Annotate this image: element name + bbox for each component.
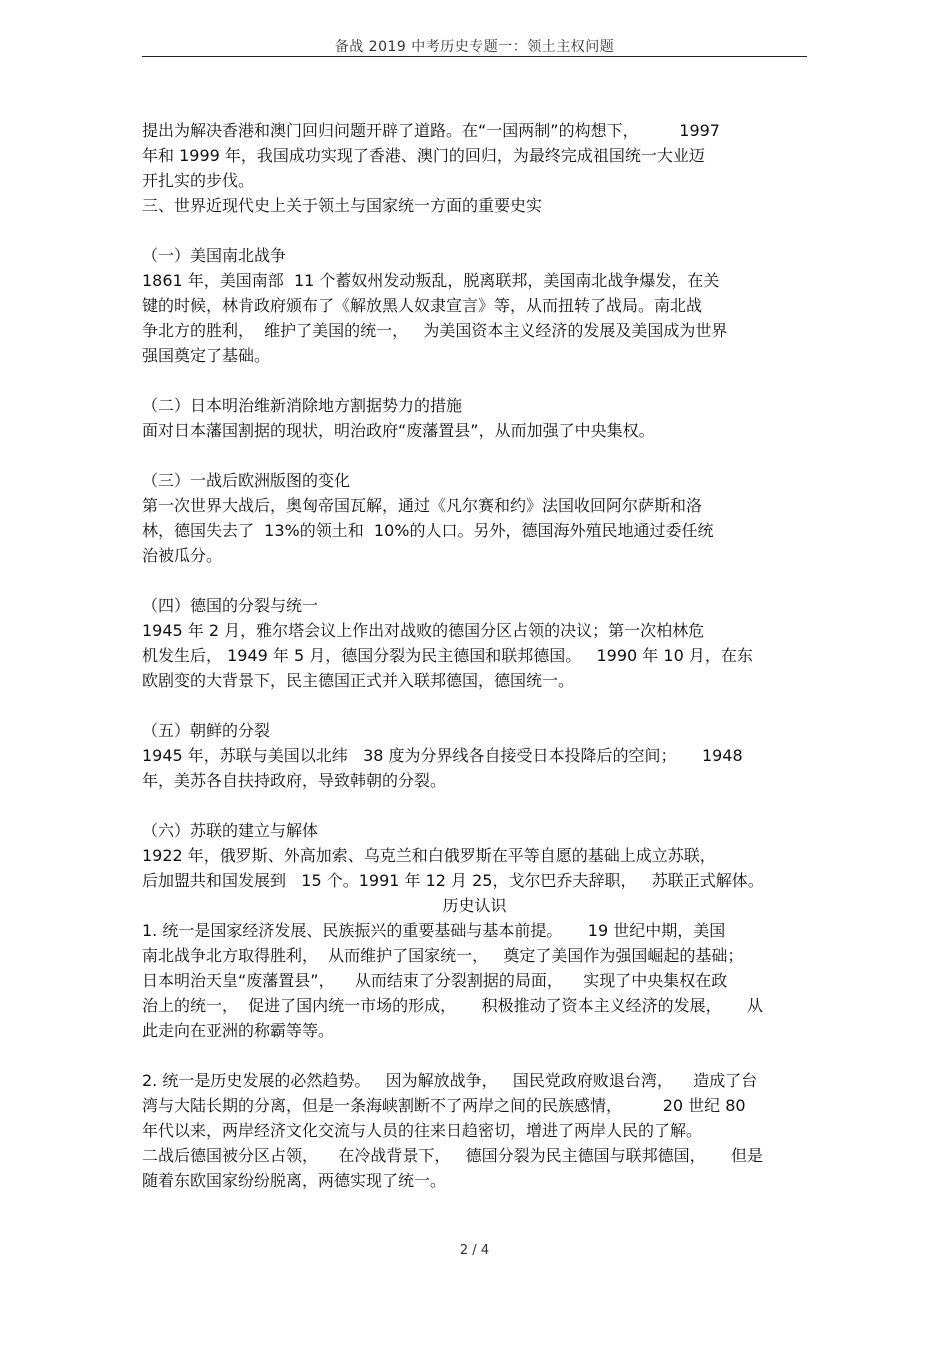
- paragraph-line: 年代以来，两岸经济文化交流与人员的往来日趋密切，增进了两岸人民的了解。: [142, 1121, 703, 1140]
- spacer: [142, 793, 807, 818]
- paragraph-line: 年，美苏各自扶持政府，导致韩朝的分裂。: [142, 771, 447, 790]
- spacer: [142, 568, 807, 593]
- paragraph-line: 2. 统一是历史发展的必然趋势。 因为解放战争， 国民党政府败退台湾， 造成了台: [142, 1071, 758, 1090]
- paragraph-line: 1945 年 2 月，雅尔塔会议上作出对战败的德国分区占领的决议；第一次柏林危: [142, 621, 705, 640]
- paragraph-line: 开扎实的步伐。: [142, 171, 255, 190]
- paragraph-line: 机发生后， 1949 年 5 月，德国分裂为民主德国和联邦德国。 1990 年 10 月，在东: [142, 646, 753, 665]
- paragraph-line: 第一次世界大战后，奥匈帝国瓦解，通过《凡尔赛和约》法国收回阿尔萨斯和洛: [142, 496, 703, 515]
- paragraph-line: 治被瓜分。: [142, 546, 223, 565]
- document-body: [142, 118, 807, 1193]
- paragraph-line: 强国奠定了基础。: [142, 346, 271, 365]
- paragraph-line: 争北方的胜利， 维护了美国的统一， 为美国资本主义经济的发展及美国成为世界: [142, 321, 728, 340]
- paragraph-line: 1861 年，美国南部 11 个蓄奴州发动叛乱，脱离联邦，美国南北战争爆发，在关: [142, 271, 720, 290]
- page-number: 2 / 4: [459, 1243, 490, 1258]
- paragraph-line: 面对日本藩国割据的现状，明治政府“废藩置县”，从而加强了中央集权。: [142, 421, 655, 440]
- paragraph-line: 1922 年，俄罗斯、外高加索、乌克兰和白俄罗斯在平等自愿的基础上成立苏联，: [142, 846, 716, 865]
- paragraph-line: 年和 1999 年，我国成功实现了香港、澳门的回归，为最终完成祖国统一大业迈: [142, 146, 705, 165]
- header-divider: [142, 56, 807, 57]
- section-heading: （四）德国的分裂与统一: [142, 596, 319, 615]
- section-heading: （一）美国南北战争: [142, 246, 287, 265]
- paragraph-line: 湾与大陆长期的分离，但是一条海峡割断不了两岸之间的民族感情， 20 世纪 80: [142, 1096, 746, 1115]
- paragraph-line: 后加盟共和国发展到 15 个。1991 年 12 月 25，戈尔巴乔夫辞职， 苏联正式解体。: [142, 871, 764, 890]
- page-header: 备战 2019 中考历史专题一：领土主权问题: [334, 39, 615, 55]
- paragraph-line: 治上的统一， 促进了国内统一市场的形成， 积极推动了资本主义经济的发展， 从: [142, 996, 764, 1015]
- paragraph-line: 日本明治天皇“废藩置县”， 从而结束了分裂割据的局面， 实现了中央集权在政: [142, 971, 728, 990]
- spacer: [142, 218, 807, 243]
- paragraph-line: 1. 统一是国家经济发展、民族振兴的重要基础与基本前提。 19 世纪中期，美国: [142, 921, 726, 940]
- paragraph-line: 1945 年，苏联与美国以北纬 38 度为分界线各自接受日本投降后的空间； 1948: [142, 746, 743, 765]
- section-heading: （三）一战后欧洲版图的变化: [142, 471, 351, 490]
- section-title: 三、世界近现代史上关于领土与国家统一方面的重要史实: [142, 196, 543, 215]
- paragraph-line: 二战后德国被分区占领， 在冷战背景下， 德国分裂为民主德国与联邦德国， 但是: [142, 1146, 764, 1165]
- paragraph-line: 键的时候，林肯政府颁布了《解放黑人奴隶宣言》等，从而扭转了战局。南北战: [142, 296, 703, 315]
- paragraph-line: 林，德国失去了 13%的领土和 10%的人口。另外，德国海外殖民地通过委任统: [142, 521, 714, 540]
- spacer: [142, 1043, 807, 1068]
- paragraph-line: 提出为解决香港和澳门回归问题开辟了道路。在“一国两制”的构想下， 1997: [142, 121, 720, 140]
- spacer: [142, 368, 807, 393]
- paragraph-line: 南北战争北方取得胜利， 从而维护了国家统一， 奠定了美国作为强国崛起的基础；: [142, 946, 744, 965]
- spacer: [142, 443, 807, 468]
- section-heading: （六）苏联的建立与解体: [142, 821, 319, 840]
- paragraph-line: 欧剧变的大背景下，民主德国正式并入联邦德国，德国统一。: [142, 671, 575, 690]
- paragraph-line: 此走向在亚洲的称霸等等。: [142, 1021, 335, 1040]
- paragraph-line: 随着东欧国家纷纷脱离，两德实现了统一。: [142, 1171, 447, 1190]
- section-heading: （五）朝鲜的分裂: [142, 721, 271, 740]
- section-heading: （二）日本明治维新消除地方割据势力的措施: [142, 396, 463, 415]
- history-heading: 历史认识: [442, 896, 507, 915]
- spacer: [142, 693, 807, 718]
